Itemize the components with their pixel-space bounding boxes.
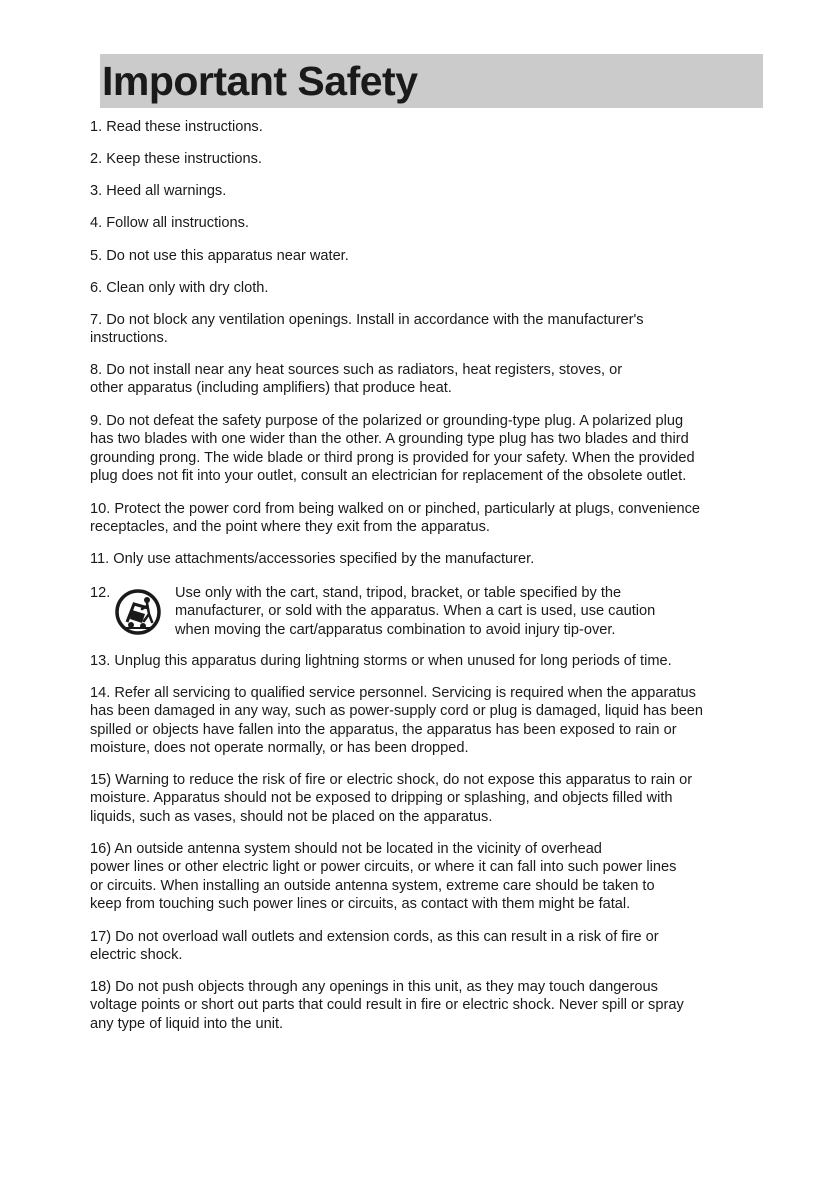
list-item-15 [90, 771, 780, 826]
item-line: plug does not fit into your outlet, consult an electrician for replacement of the obsolete outlet. [90, 468, 687, 485]
item-line: 6. Clean only with dry cloth. [90, 280, 269, 296]
list-item-2 [90, 150, 780, 168]
item-line: 17) Do not overload wall outlets and extension cords, as this can result in a risk of fire or [90, 929, 659, 945]
item-line: voltage points or short out parts that could result in fire or electric shock. Never spill or spray [90, 997, 684, 1014]
item-line: receptacles, and the point where they exit from the apparatus. [90, 519, 490, 536]
item-line: 15) Warning to reduce the risk of fire or electric shock, do not expose this apparatus to rain or [90, 772, 693, 788]
item-line: manufacturer, or sold with the apparatus. When a cart is used, use caution [175, 603, 656, 620]
item-line: 16) An outside antenna system should not be located in the vicinity of overhead [90, 841, 602, 857]
item-line: moisture. Apparatus should not be exposed to dripping or splashing, and objects filled with [90, 790, 673, 807]
item-line: 2. Keep these instructions. [90, 151, 262, 167]
item-line: 4. Follow all instructions. [90, 215, 249, 231]
item-line: 10. Protect the power cord from being walked on or pinched, particularly at plugs, convenience [90, 501, 701, 517]
item-line: has been damaged in any way, such as power-supply cord or plug is damaged, liquid has been [90, 703, 704, 720]
item-line: 13. Unplug this apparatus during lightning storms or when unused for long periods of time. [90, 653, 672, 669]
item-line: liquids, such as vases, should not be placed on the apparatus. [90, 808, 493, 825]
item-line: 11. Only use attachments/accessories specified by the manufacturer. [90, 551, 535, 567]
list-item-17 [90, 928, 780, 965]
item-line: or circuits. When installing an outside antenna system, extreme care should be taken to [90, 877, 655, 894]
list-item-16 [90, 840, 780, 914]
list-item-3 [90, 182, 780, 200]
item-line: power lines or other electric light or power circuits, or where it can fall into such power lines [90, 859, 677, 876]
item-line: any type of liquid into the unit. [90, 1015, 284, 1032]
item-line: 8. Do not install near any heat sources such as radiators, heat registers, stoves, or [90, 362, 623, 378]
list-item-4 [90, 214, 780, 232]
item-line: 7. Do not block any ventilation openings. Install in accordance with the manufacturer's [90, 312, 644, 328]
item-line: instructions. [90, 330, 168, 347]
list-item-1 [90, 118, 780, 136]
item-line: 3. Heed all warnings. [90, 183, 227, 199]
item-line: 5. Do not use this apparatus near water. [90, 248, 349, 264]
list-item-10 [90, 500, 780, 537]
item-line: spilled or objects have fallen into the apparatus, the apparatus has been exposed to rain or [90, 721, 677, 738]
item-line: Use only with the cart, stand, tripod, bracket, or table specified by the [175, 585, 622, 601]
item-line: 9. Do not defeat the safety purpose of the polarized or grounding-type plug. A polarized plug [90, 413, 684, 429]
cart-tip-over-warning-icon [114, 588, 162, 636]
item-line: when moving the cart/apparatus combination to avoid injury tip-over. [175, 621, 616, 638]
list-item-9 [90, 412, 780, 486]
item-line: other apparatus (including amplifiers) that produce heat. [90, 380, 452, 397]
item-line: electric shock. [90, 947, 183, 964]
item-line: grounding prong. The wide blade or third prong is provided for your safety. When the provided [90, 449, 695, 466]
list-item-14 [90, 684, 780, 758]
cart-item-text [175, 584, 655, 639]
title-bar [100, 54, 763, 108]
list-item-18 [90, 978, 780, 1033]
item-line: 18) Do not push objects through any openings in this unit, as they may touch dangerous [90, 979, 658, 995]
list-item-6 [90, 279, 780, 297]
list-item-7 [90, 311, 780, 348]
item-line: has two blades with one wider than the other. A grounding type plug has two blades and third [90, 431, 689, 448]
item-line: 1. Read these instructions. [90, 119, 263, 135]
page-title: Important Safety [102, 58, 418, 104]
item-line: 14. Refer all servicing to qualified service personnel. Servicing is required when the apparatus [90, 685, 696, 701]
item-number: 12. [90, 585, 111, 601]
list-item-11 [90, 550, 780, 568]
list-item-5 [90, 247, 780, 265]
list-item-8 [90, 361, 780, 398]
list-item-12 [90, 584, 780, 644]
list-item-13 [90, 652, 780, 670]
item-line: keep from touching such power lines or circuits, as contact with them might be fatal. [90, 896, 631, 913]
item-line: moisture, does not operate normally, or has been dropped. [90, 740, 469, 757]
